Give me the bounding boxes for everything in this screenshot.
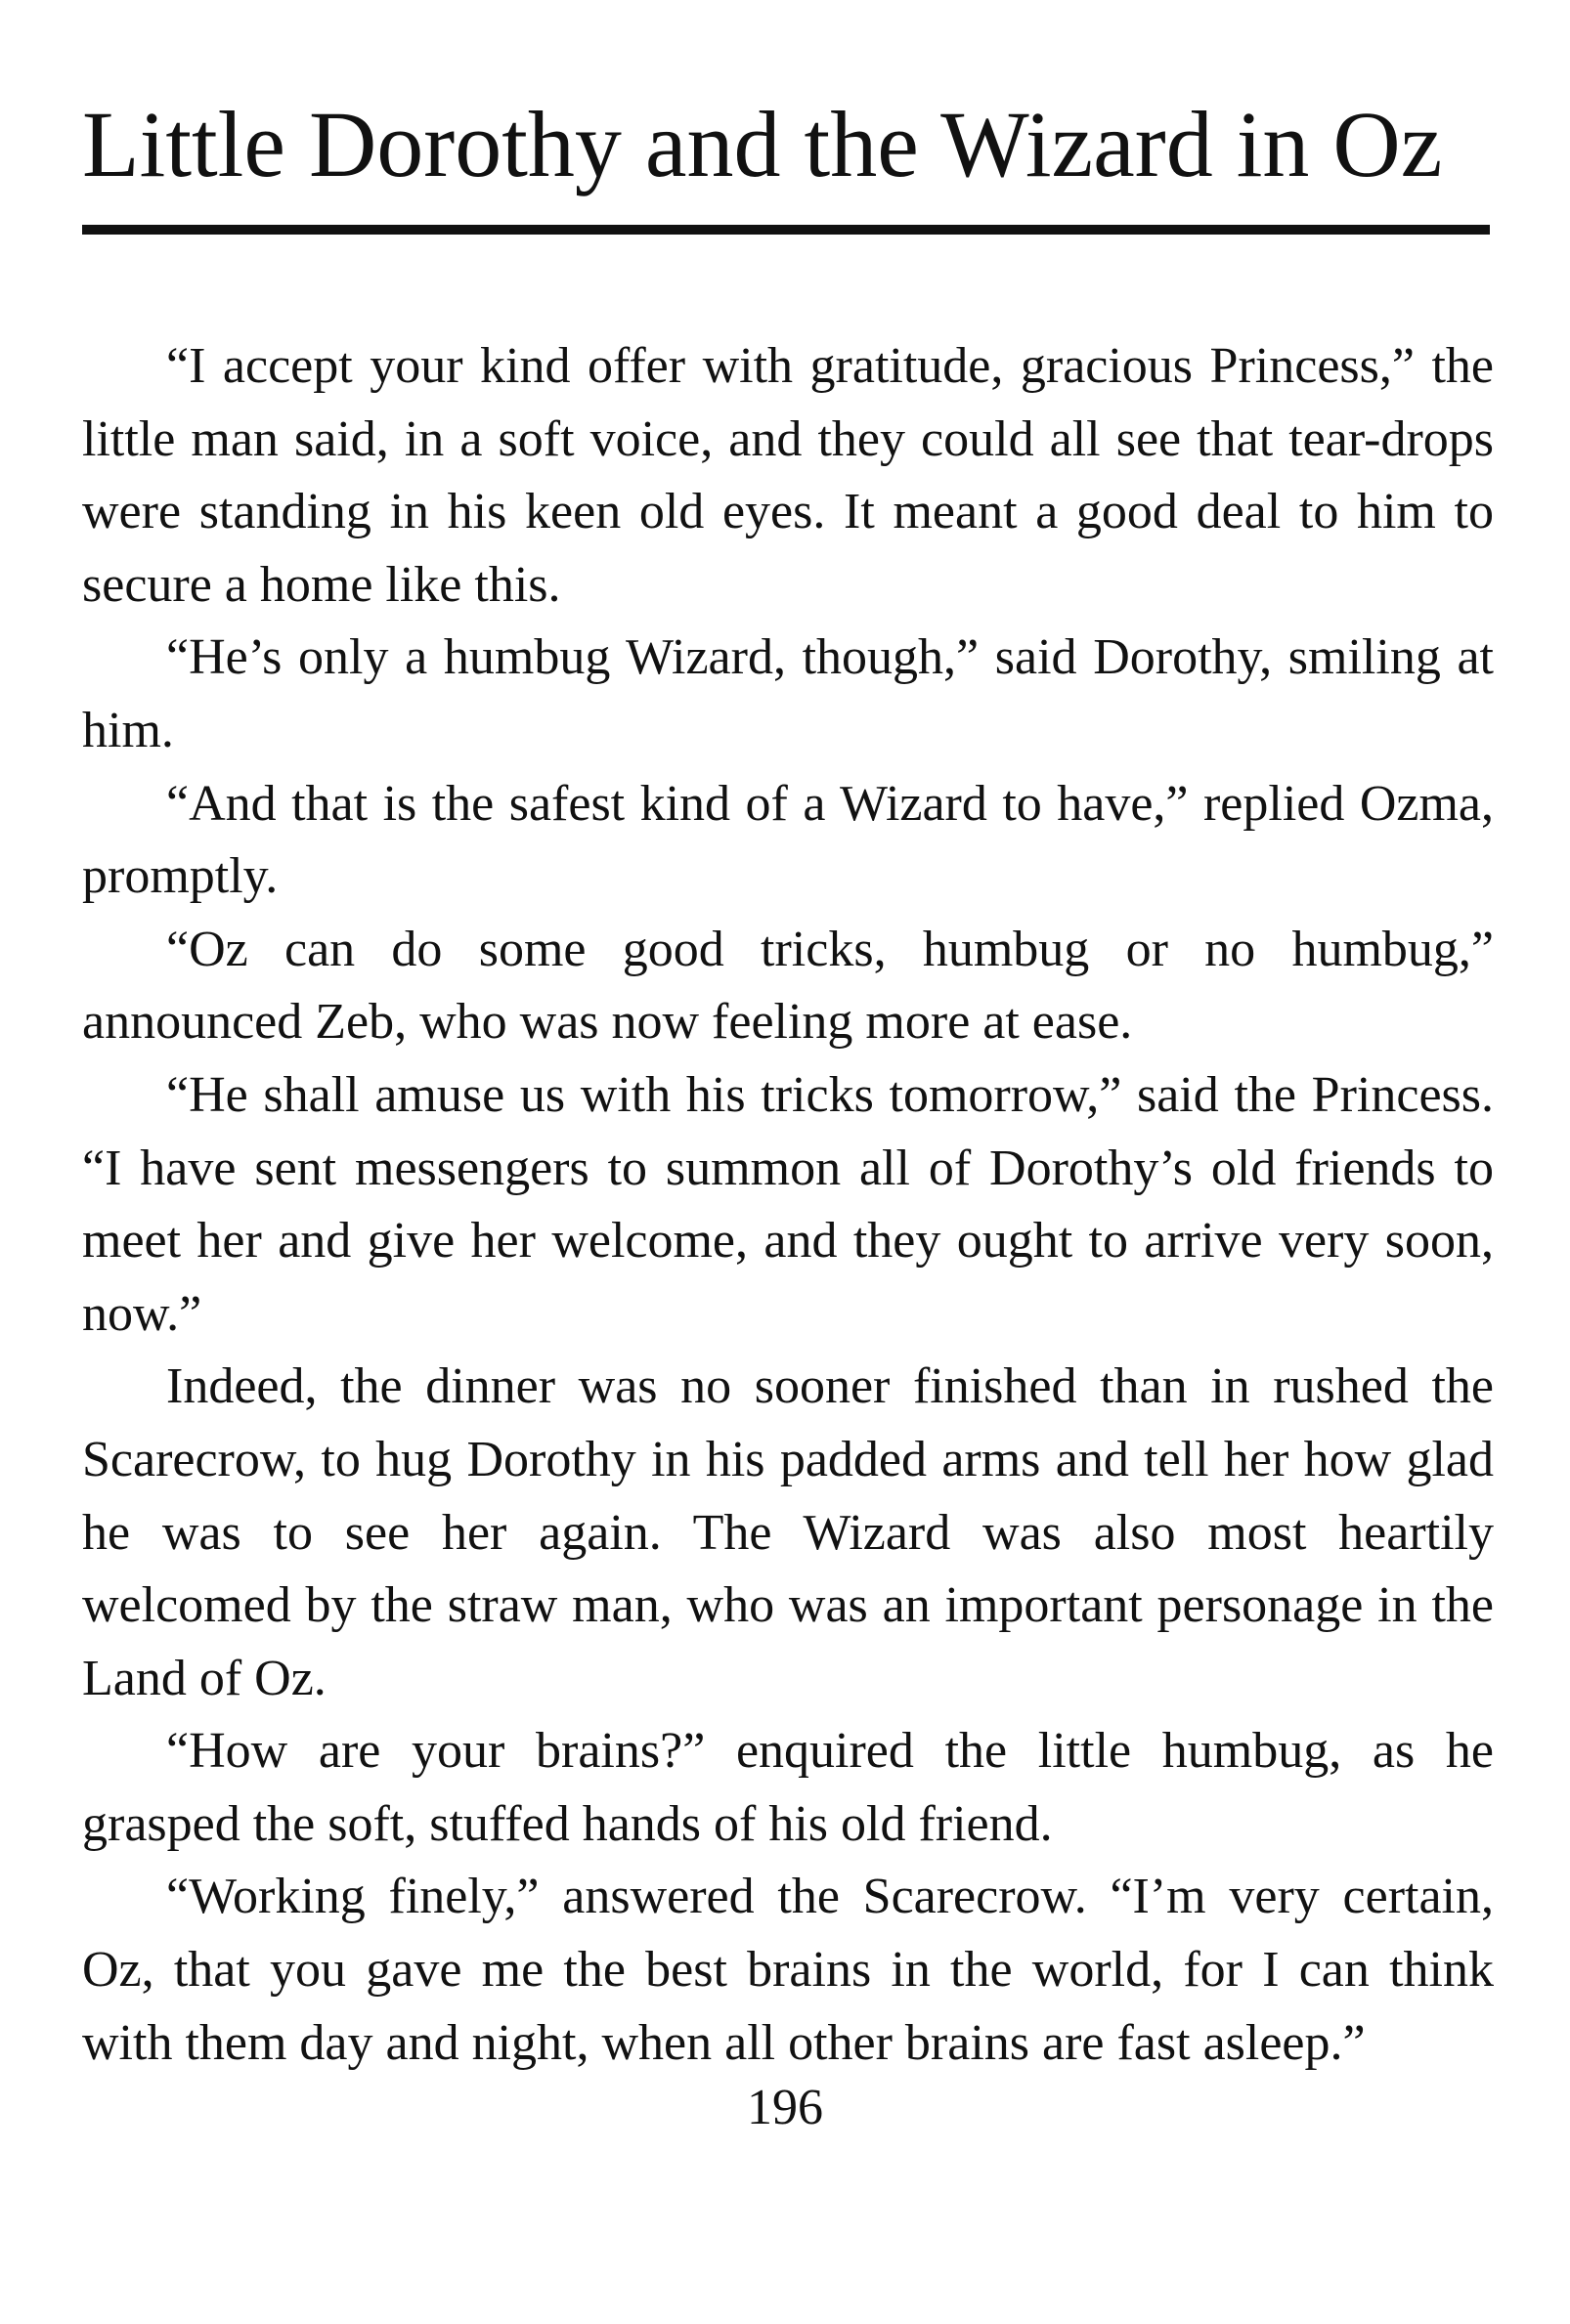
- paragraph-8: “Working finely,” answered the Scarecrow. “I’m very certain, Oz, that you gave me the best brains in the world, for I can think with them day and night, when all other brains are fast asleep.”: [82, 1869, 1494, 2071]
- running-header: [82, 86, 1490, 203]
- page-number: 196: [747, 2080, 823, 2135]
- header-rule: [82, 225, 1490, 235]
- paragraph-2: “He’s only a humbug Wizard, though,” said Dorothy, smiling at him.: [82, 629, 1494, 758]
- paragraph-1: “I accept your kind offer with gratitude, gracious Princess,” the little man said, in a soft voice, and they could all see that tear-drops were standing in his keen old eyes. It meant a good deal to him to secure a home like this.: [82, 338, 1494, 613]
- paragraph-7: “How are your brains?” enquired the little humbug, as he grasped the soft, stuffed hands of his old friend.: [82, 1723, 1494, 1852]
- paragraph-3: “And that is the safest kind of a Wizard to have,” replied Ozma, promptly.: [82, 775, 1494, 905]
- paragraph-6: Indeed, the dinner was no sooner finished than in rushed the Scarecrow, to hug Dorothy in his padded arms and tell her how glad he was to see her again. The Wizard was also most heartily welcomed by the straw man, who was an important personage in the Land of Oz.: [82, 1358, 1494, 1706]
- page-title: Little Dorothy and the Wizard in Oz: [82, 92, 1443, 196]
- body-text: [82, 330, 1494, 2080]
- paragraph-5: “He shall amuse us with his tricks tomorrow,” said the Princess. “I have sent messengers to summon all of Dorothy’s old friends to meet her and give her welcome, and they ought to arrive very soon, now.”: [82, 1066, 1494, 1342]
- paragraph-4: “Oz can do some good tricks, humbug or no humbug,” announced Zeb, who was now feeling more at ease.: [82, 921, 1494, 1051]
